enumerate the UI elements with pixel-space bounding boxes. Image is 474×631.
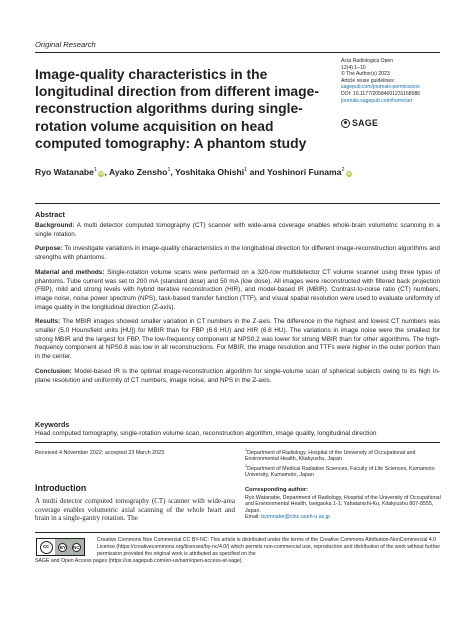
abstract-purpose-text: To investigate variations in image-quality characteristics in the longitudinal direction for different image-reconstruction algorithms and strengths with phantoms. [35, 245, 440, 262]
corresponding-author-heading: Corresponding author: [245, 487, 309, 493]
sage-logo-text: SAGE [352, 118, 379, 128]
affiliation-1-sup: 1 [245, 448, 248, 452]
cc-icon: cc [37, 539, 55, 555]
introduction-text: A multi detector computed tomography (CT) scanner with wide-area coverage enables volumetric axial scanning of the whole heart and brain in a single-gantry rotation. The [35, 497, 235, 523]
abstract-background-label: Background: [35, 222, 75, 229]
author-list [35, 167, 352, 177]
doi[interactable]: DOI: 10.1177/20584601231168986 [341, 90, 421, 97]
author-affiliation-sup: 2 [341, 167, 345, 174]
received-dates: Received 4 November 2022; accepted 23 March 2023 [35, 450, 165, 456]
email-label: Email: [245, 514, 262, 521]
sage-logo-icon [341, 119, 350, 128]
cc-license-badge[interactable] [36, 538, 85, 556]
by-icon: BY [59, 544, 66, 550]
corresponding-author [245, 495, 445, 521]
cc-license-icons [55, 539, 84, 555]
affiliation-2-sup: 2 [245, 463, 248, 468]
abstract-conclusion [35, 368, 440, 385]
permissions-link[interactable]: sagepub.com/journals-permissions [341, 84, 420, 91]
keywords-heading: Keywords [35, 420, 70, 429]
journal-volume: 12(4) 1–10 [341, 64, 366, 71]
article-title: Image-quality characteristics in the longitudinal direction from different image-reconstruction algorithms during single-rotation volume acquisition on head computed tomography: A phantom study [35, 66, 319, 151]
orcid-icon[interactable]: iD [98, 170, 104, 176]
affiliation-1-text: Department of Radiology, Hospital of the University of Occupational and Environmental Health, Kitakyushu, Japan [245, 449, 416, 463]
journal-name: Acta Radiologica Open [341, 58, 394, 64]
author-affiliation-sup: 1 [93, 167, 97, 174]
affiliation-2-text: Department of Medical Radiation Sciences, Faculty of Life Sciences, Kumamoto University, Kumamoto, Japan [245, 465, 435, 478]
orcid-icon[interactable]: iD [346, 170, 351, 176]
author-name: Ryo Watanabe [35, 167, 94, 177]
section-label: Original Research [35, 40, 96, 49]
top-divider [35, 52, 440, 53]
abstract-methods-text: Single-rotation volume scans were performed on a 320-row multidetector CT volume scanner using three types of phantoms. Tube current was set to 200 mA (standard dose) and 50 mA (low dose). All images were reconstructed with filtered back projection (FBP), mild and strong levels with hybrid iterative reconstruction (HIR), and model-based IR (MBIR). Contrast-to-noise ratio (CT) numbers, image noise, noise power spectrum (NPS), task-based transfer function (TTF), and visual spatial resolution were used to evaluate uniformity of image quality in the longitudinal direction (Z-axis). [35, 268, 440, 311]
author-name: Ayako Zensho [108, 167, 168, 177]
abstract-heading: Abstract [35, 210, 65, 219]
reuse-guidelines: Article reuse guidelines: [341, 77, 396, 84]
introduction-heading: Introduction [35, 483, 87, 493]
author-affiliation-sup: 1 [167, 167, 171, 174]
abstract-conclusion-text: Model-based IR is the optimal image-reconstruction algorithm for single-volume scan of spherical subjects owing to its high in-plane resolution and uniformity of CT numbers, image noise, and NPS in the Z-axis. [35, 367, 440, 384]
copyright: © The Author(s) 2023 [341, 71, 390, 78]
abstract-body [35, 222, 440, 391]
abstract-results-text: The MBIR images showed smaller variation in CT numbers in the Z-axis. The difference in the highest and lowest CT numbers was smaller (5.0 Hounsfield units [HU]) for MBIR than for FBP (6.6 HU) and HIR (6.8 HU). The variations in image noise were the smallest for strong MBIR and the largest for FBP. The low-frequency component at NPS0.2 was lower for strong MBIR than for other algorithms. The high-frequency component at NPS0.8 was low in all reconstructions. For MBIR, the image resolution and TTFs were higher in the outer portion than in the center. [35, 318, 440, 361]
keywords-text: Head computed tomography, single-rotation volume scan, reconstruction algorithm, image quality, longitudinal direction [35, 430, 377, 437]
abstract-background [35, 222, 440, 239]
sage-logo [341, 118, 378, 128]
corresponding-author-text: Ryo Watanabe, Department of Radiology, Hospital of the University of Occupational and Environmental Health, Iseigaoka 1-1, Yahatanishi-Ku, Kitakyushu 807-8555, Japan. [245, 495, 441, 514]
journal-home-link[interactable]: journals.sagepub.com/home/arr [341, 97, 413, 104]
affiliation-2 [245, 463, 445, 479]
affiliation-1 [245, 447, 445, 463]
affiliations [245, 447, 445, 478]
author-name: Yoshinori Funama [267, 167, 342, 177]
author-separator: , [170, 167, 176, 177]
corresponding-author-email-line [245, 514, 445, 520]
author-name: Yoshitaka Ohishi [175, 167, 245, 177]
abstract-results-label: Results: [35, 318, 61, 326]
abstract-purpose [35, 245, 440, 262]
abstract-results [35, 318, 440, 362]
abstract-bottom-divider [35, 442, 440, 443]
abstract-top-divider [35, 203, 440, 204]
author-separator: and [247, 167, 268, 177]
nc-icon: NC [73, 544, 80, 550]
abstract-purpose-label: Purpose: [35, 245, 63, 253]
abstract-methods-label: Material and methods: [35, 268, 105, 276]
license-text-continued: SAGE and Open Access pages (https://us.sagepub.com/en-us/nam/open-access-at-sage). [35, 558, 243, 564]
abstract-background-text: A multi detector computed tomography (CT) scanner with wide-area coverage enables whole-brain volumetric scanning in a single rotation. [35, 222, 440, 238]
license-text: Creative Commons Non Commercial CC BY-NC: This article is distributed under the terms of the Creative Commons Attribution-NonCommercial 4.0 License (https://creativecommons.org/licenses/by-nc/4.0/) which permits non-commercial use, reproduction and distribution of the work without further permission provided the original work is attributed as specified on the [97, 537, 441, 557]
author-affiliation-sup: 1 [244, 167, 248, 174]
journal-info [341, 58, 453, 104]
abstract-methods [35, 269, 440, 313]
footer-divider [35, 532, 440, 533]
abstract-conclusion-label: Conclusion: [35, 367, 72, 375]
email-link[interactable]: byonnabe@clnc.uoeh-u.ac.jp [261, 514, 330, 521]
author-separator: , [104, 167, 109, 177]
